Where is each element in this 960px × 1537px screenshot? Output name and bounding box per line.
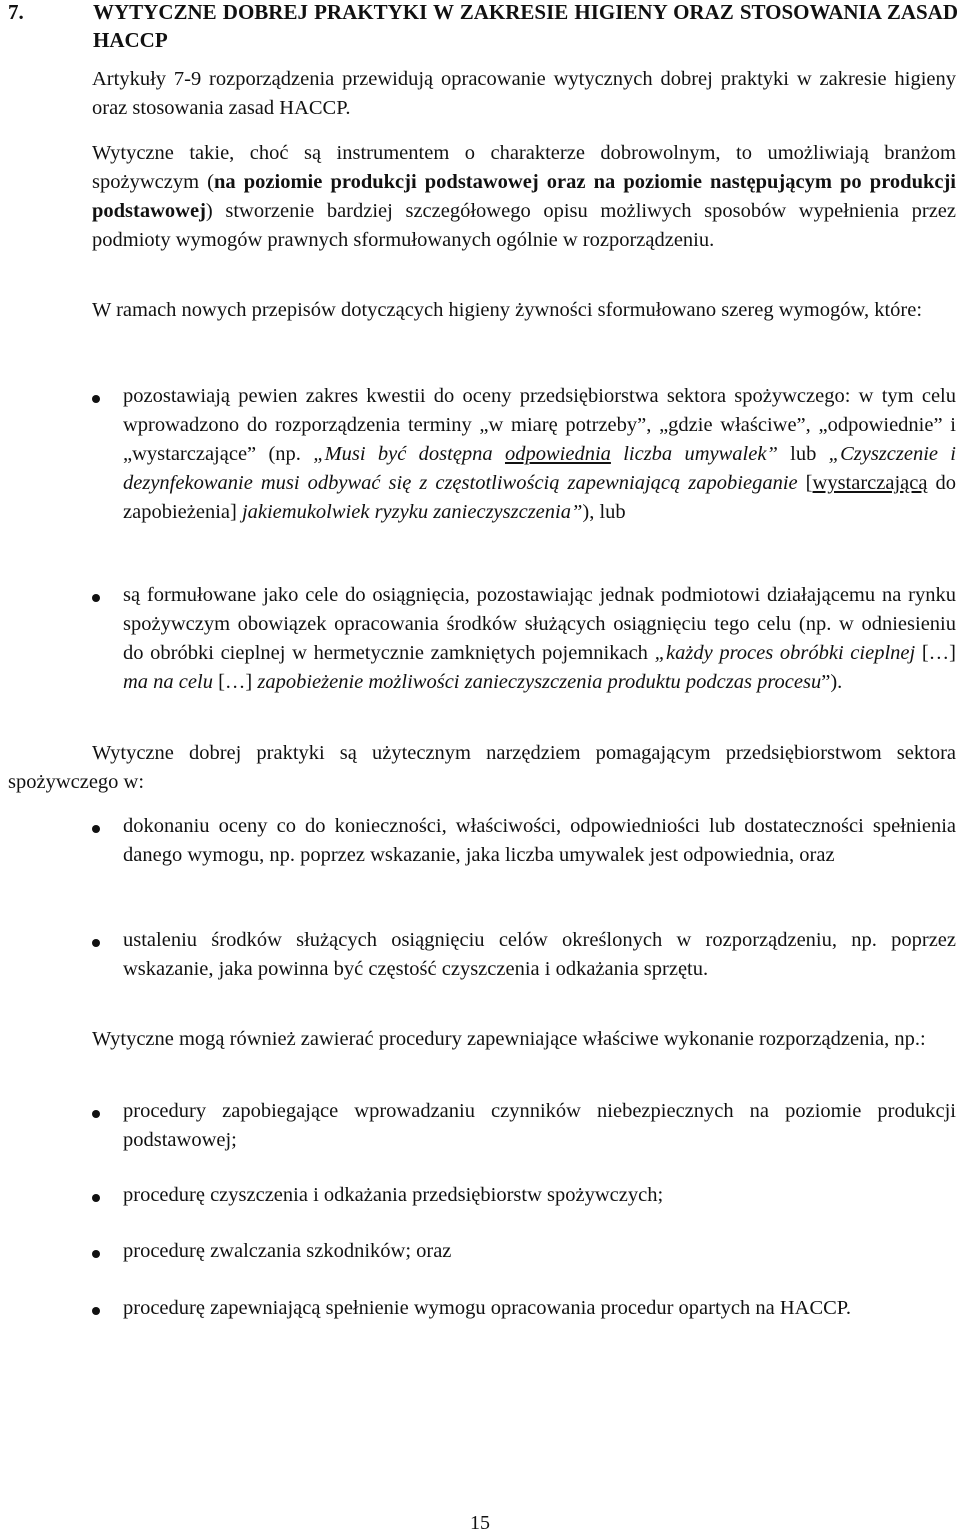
list-item [92,382,956,527]
list-item [92,926,956,984]
paragraph-guidelines [92,139,956,255]
bullet-icon [92,1250,100,1258]
bullet-icon [92,1110,100,1118]
page-number: 15 [470,1512,490,1534]
paragraph-text: Wytyczne takie, choć są instrumentem o charakterze dobrowolnym, to umożliwiają branżom spożywczym ( [92,142,956,193]
list-item-text: są formułowane jako cele do osiągnięcia, pozostawiając jednak podmiotowi działającemu na rynku spożywczym obowiązek opracowania środków służących osiągnięciu tego celu (np. w odniesieniu do obróbki cieplnej w hermetycznie zamkniętych pojemnikach „każdy proces obróbki cieplnej […] ma na celu […] zapobieżenie możliwości zanieczyszczenia produktu podczas procesu”). [123,584,957,693]
list-item [92,581,956,697]
underlined-text: odpowiednia [504,443,611,465]
section-heading [8,0,958,54]
paragraph-procedures: Wytyczne mogą również zawierać procedury zapewniające właściwe wykonanie rozporządzenia, np.: [92,1028,926,1050]
section-title: WYTYCZNE DOBREJ PRAKTYKI W ZAKRESIE HIGIENY ORAZ STOSOWANIA ZASAD HACCP [93,0,958,52]
list-item [92,812,956,870]
list-item [92,1294,956,1323]
bullet-icon [92,825,100,833]
bullet-icon [92,395,100,403]
paragraph-text: przedsiębiorstwom sektora spożywczego w: [8,742,956,793]
bullet-icon [92,1307,100,1315]
list-item-text: procedurę czyszczenia i odkażania przedsiębiorstw spożywczych; [123,1184,664,1206]
list-item-text: procedury zapobiegające wprowadzaniu czynników niebezpiecznych na poziomie produkcji podstawowej; [123,1100,956,1151]
section-number: 7. [8,0,24,24]
bullet-icon [92,1194,100,1202]
intro-paragraph: Artykuły 7-9 rozporządzenia przewidują opracowanie wytycznych dobrej praktyki w zakresie higieny oraz stosowania zasad HACCP. [92,68,956,119]
paragraph-text: Wytyczne dobrej praktyki są użytecznym narzędziem pomagającym [92,742,711,764]
list-item [92,1097,956,1155]
paragraph-text: ) stworzenie bardziej szczegółowego opisu możliwych sposobów wypełnienia przez podmioty wymogów prawnych sformułowanych ogólnie w rozporządzeniu. [92,200,956,251]
paragraph-text: W ramach nowych przepisów dotyczących higieny żywności sformułowano szereg [92,299,774,321]
bullet-icon [92,594,100,602]
list-item-text: procedurę zwalczania szkodników; oraz [123,1240,452,1262]
list-item [92,1237,956,1266]
list-item [92,1181,956,1210]
paragraph-requirements [8,296,956,325]
paragraph-text: wymogów, które: [778,299,923,321]
bold-text: na poziomie produkcji podstawowej oraz na poziomie następującym po produkcji podstawowej [92,171,956,222]
list-item-text: ustaleniu środków służących osiągnięciu celów określonych w rozporządzeniu, np. poprzez wskazanie, jaka powinna być częstość czyszczenia i odkażania sprzętu. [123,929,956,980]
paragraph-tools [8,739,956,797]
list-item-text: dokonaniu oceny co do konieczności, właściwości, odpowiedniości lub dostateczności spełnienia danego wymogu, np. poprzez wskazanie, jaka liczba umywalek jest odpowiednia, oraz [123,815,956,866]
list-item-text: pozostawiają pewien zakres kwestii do oceny przedsiębiorstwa sektora spożywczego: w tym celu wprowadzono do rozporządzenia terminy „w miarę potrzeby”, „gdzie właściwe”, „odpowiednie” i „wystarczające” (np. „Musi być dostępna odpowiednia liczba umywalek” lub „Czyszczenie i dezynfekowanie musi odbywać się z częstotliwością zapewniającą zapobieganie [wystarczającą do zapobieżenia] jakiemukolwiek ryzyku zanieczyszczenia”), lub [123,385,957,523]
underlined-text: wystarczającą [812,472,928,494]
list-item-text: procedurę zapewniającą spełnienie wymogu opracowania procedur opartych na HACCP. [123,1297,852,1319]
bullet-icon [92,939,100,947]
